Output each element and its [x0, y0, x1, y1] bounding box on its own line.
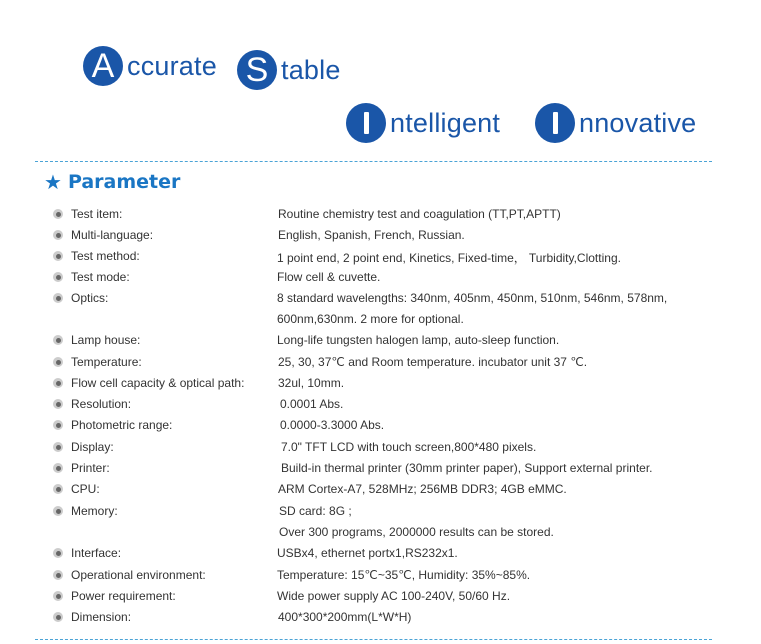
bullet-icon — [53, 591, 63, 601]
parameter-value: USBx4, ethernet portx1,RS232x1. — [277, 546, 458, 560]
bullet-icon — [53, 293, 63, 303]
parameter-row — [0, 479, 761, 500]
parameter-label: Memory: — [71, 504, 118, 518]
parameter-value: 25, 30, 37℃ and Room temperature. incubator unit 37 ℃. — [278, 355, 588, 369]
parameter-label: Power requirement: — [71, 589, 176, 603]
parameter-value: Long-life tungsten halogen lamp, auto-sleep function. — [277, 333, 560, 347]
letter-circle-i — [346, 103, 386, 143]
parameter-value-continued: 600nm,630nm. 2 more for optional. — [277, 312, 464, 326]
parameter-label: Optics: — [71, 291, 109, 305]
parameter-label: Test method: — [71, 249, 140, 263]
divider-top — [35, 161, 712, 162]
bullet-icon — [53, 230, 63, 240]
parameter-label: Dimension: — [71, 610, 132, 624]
parameter-label: Lamp house: — [71, 333, 141, 347]
parameter-value-continued: Over 300 programs, 2000000 results can be stored. — [279, 525, 554, 539]
parameter-row — [0, 437, 761, 458]
parameter-label: Operational environment: — [71, 568, 206, 582]
parameter-row — [0, 288, 761, 326]
bullet-icon — [53, 251, 63, 261]
bullet-icon — [53, 272, 63, 282]
parameter-label: Flow cell capacity & optical path: — [71, 376, 245, 390]
parameter-value: 8 standard wavelengths: 340nm, 405nm, 450nm, 510nm, 546nm, 578nm, — [277, 291, 668, 305]
letter-circle-s: S — [237, 50, 277, 90]
bullet-icon — [53, 357, 63, 367]
feature-text-accurate: ccurate — [127, 50, 217, 81]
parameter-row — [0, 543, 761, 564]
parameter-value: 400*300*200mm(L*W*H) — [278, 610, 412, 624]
parameter-label: Test mode: — [71, 270, 130, 284]
parameter-value: Routine chemistry test and coagulation (TT,PT,APTT) — [278, 207, 561, 221]
parameter-row — [0, 394, 761, 415]
parameter-value: ARM Cortex-A7, 528MHz; 256MB DDR3; 4GB eMMC. — [278, 482, 567, 496]
parameter-value: Wide power supply AC 100-240V, 50/60 Hz. — [277, 589, 511, 603]
parameter-row — [0, 330, 761, 351]
parameter-value: 1 point end, 2 point end, Kinetics, Fixed-time， Turbidity,Clotting. — [277, 251, 621, 265]
parameter-row — [0, 565, 761, 586]
section-heading — [44, 170, 180, 194]
parameter-row — [0, 607, 761, 628]
bullet-icon — [53, 484, 63, 494]
star-icon: ★ — [44, 170, 62, 194]
bullet-icon — [53, 442, 63, 452]
parameter-label: Resolution: — [71, 397, 132, 411]
bullet-icon — [53, 420, 63, 430]
parameter-row — [0, 225, 761, 246]
feature-stable — [237, 50, 341, 90]
bullet-icon — [53, 506, 63, 516]
parameter-row — [0, 352, 761, 373]
parameter-label: Multi-language: — [71, 228, 154, 242]
parameter-value: 0.0001 Abs. — [280, 397, 344, 411]
parameter-row — [0, 458, 761, 479]
parameter-label: Test item: — [71, 207, 123, 221]
parameter-row — [0, 586, 761, 607]
bullet-icon — [53, 612, 63, 622]
parameter-label: Display: — [71, 440, 114, 454]
i-letter-bar — [364, 112, 369, 134]
parameter-label: Temperature: — [71, 355, 142, 369]
parameter-value: Temperature: 15℃~35℃, Humidity: 35%~85%. — [277, 568, 531, 582]
parameter-value: 7.0" TFT LCD with touch screen,800*480 pixels. — [281, 440, 537, 454]
feature-intelligent — [346, 103, 500, 143]
bullet-icon — [53, 209, 63, 219]
bullet-icon — [53, 570, 63, 580]
letter-circle-i2 — [535, 103, 575, 143]
parameter-row — [0, 204, 761, 225]
parameter-value: Flow cell & cuvette. — [277, 270, 381, 284]
parameter-label: Interface: — [71, 546, 122, 560]
bullet-icon — [53, 399, 63, 409]
parameter-row — [0, 246, 761, 267]
parameter-label: Photometric range: — [71, 418, 173, 432]
parameter-row — [0, 501, 761, 539]
feature-text-intelligent: ntelligent — [390, 107, 501, 138]
parameter-value: English, Spanish, French, Russian. — [278, 228, 465, 242]
parameter-row — [0, 373, 761, 394]
feature-text-stable: table — [281, 54, 341, 85]
letter-circle-a: A — [83, 46, 123, 86]
parameter-value: 0.0000-3.3000 Abs. — [280, 418, 385, 432]
feature-innovative — [535, 103, 696, 143]
bullet-icon — [53, 463, 63, 473]
parameter-row — [0, 415, 761, 436]
i-letter-bar — [553, 112, 558, 134]
parameter-label: Printer: — [71, 461, 110, 475]
parameter-value: SD card: 8G ; — [279, 504, 352, 518]
parameter-label: CPU: — [71, 482, 100, 496]
section-title: Parameter — [67, 171, 181, 193]
divider-bottom — [35, 639, 712, 640]
feature-accurate — [83, 46, 217, 86]
parameter-value: Build-in thermal printer (30mm printer paper), Support external printer. — [281, 461, 653, 475]
parameter-value: 32ul, 10mm. — [278, 376, 345, 390]
parameter-row — [0, 267, 761, 288]
feature-text-innovative: nnovative — [579, 107, 697, 138]
bullet-icon — [53, 548, 63, 558]
bullet-icon — [53, 378, 63, 388]
bullet-icon — [53, 335, 63, 345]
